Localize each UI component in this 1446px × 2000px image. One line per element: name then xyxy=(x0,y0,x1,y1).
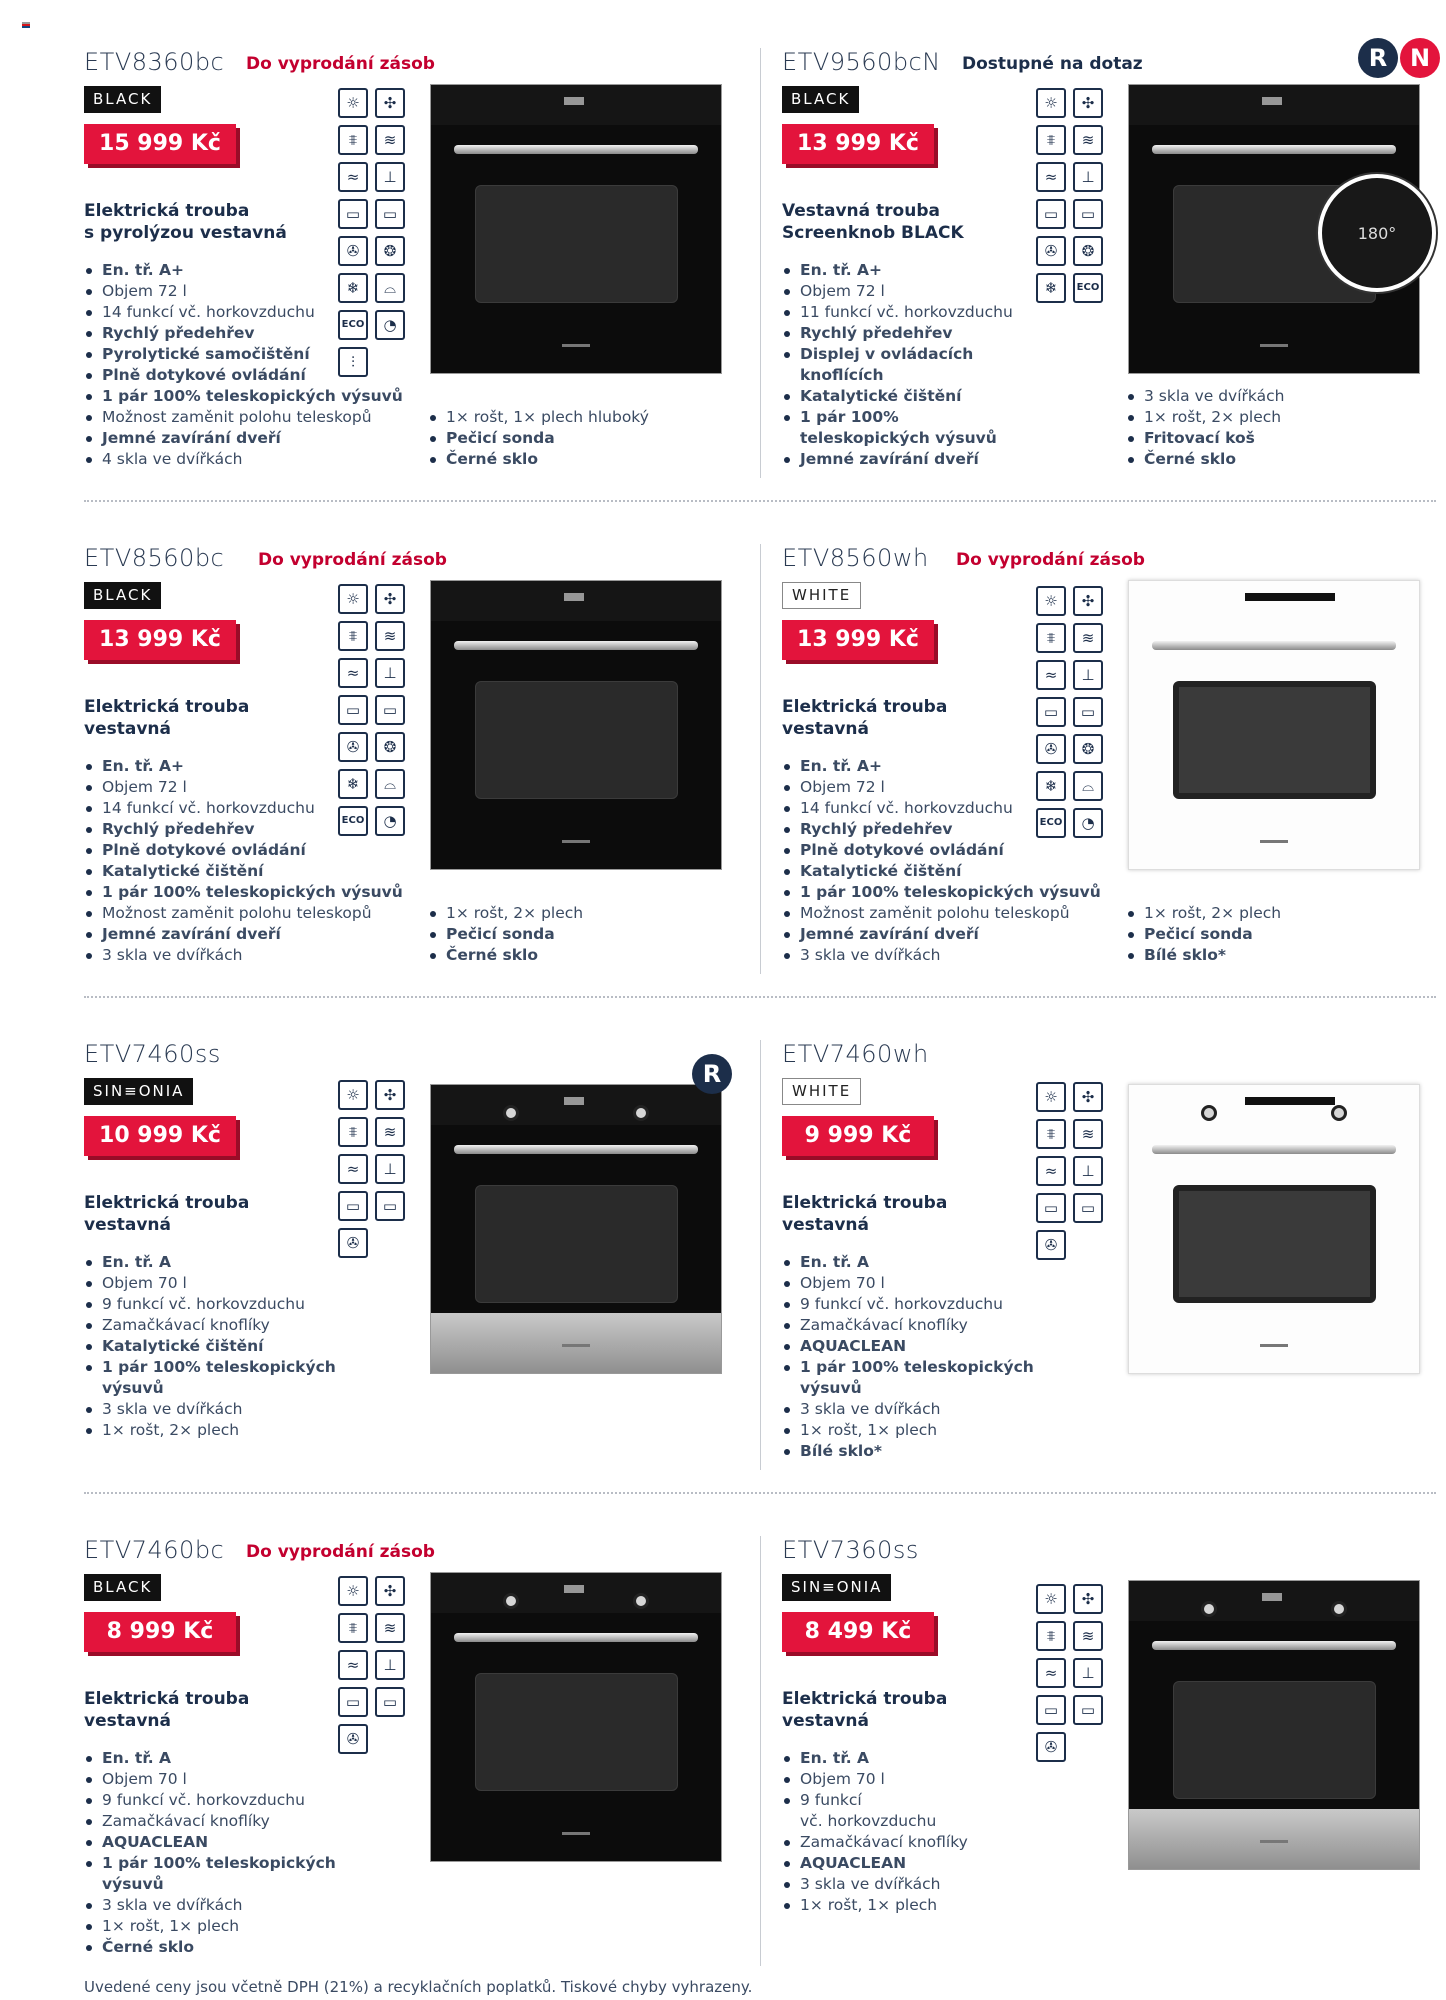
feature-item: AQUACLEAN xyxy=(84,1832,336,1853)
product-title xyxy=(84,200,287,244)
fan-icon: ✣ xyxy=(375,1576,405,1606)
price-tag: 13 999 Kč xyxy=(782,620,934,660)
fan-icon: ✣ xyxy=(1073,1584,1103,1614)
display-zoom-loupe: 180° xyxy=(1318,174,1436,292)
product-card xyxy=(84,544,724,1014)
product-title-line: Elektrická trouba xyxy=(782,1193,948,1213)
feature-item: 1 pár 100% teleskopických výsuvů xyxy=(84,882,403,903)
top-heat-icon: ≈ xyxy=(1036,1156,1066,1186)
row-separator xyxy=(84,1492,1436,1494)
product-title-line: Elektrická trouba xyxy=(84,1689,250,1709)
eco-icon: ECO xyxy=(338,806,368,836)
feature-item: Zamačkávací knoflíky xyxy=(782,1315,1034,1336)
light-icon: ☼ xyxy=(338,1576,368,1606)
grill-fan-icon: ⩨ xyxy=(338,1613,368,1643)
feature-item: 14 funkcí vč. horkovzduchu xyxy=(84,302,403,323)
accessory-list xyxy=(428,407,649,470)
product-title xyxy=(84,1192,249,1236)
feature-item: Katalytické čištění xyxy=(782,861,1101,882)
feature-item: 14 funkcí vč. horkovzduchu xyxy=(84,798,403,819)
feature-item: Objem 70 l xyxy=(84,1769,336,1790)
fan-bottom-icon: ⊥ xyxy=(1073,162,1103,192)
fan-icon: ✣ xyxy=(375,1080,405,1110)
feature-item: En. tř. A xyxy=(84,1748,336,1769)
feature-item: 1 pár 100% teleskopických výsuvů xyxy=(84,386,403,407)
defrost-icon: ❄ xyxy=(338,769,368,799)
pizza-icon: ◔ xyxy=(1073,808,1103,838)
feature-item: Plně dotykové ovládání xyxy=(782,840,1101,861)
feature-item: 3 skla ve dvířkách xyxy=(782,1874,968,1895)
feature-list xyxy=(84,1252,336,1441)
top-heat-icon: ≈ xyxy=(338,1154,368,1184)
color-badge: WHITE xyxy=(782,582,861,609)
recommended-badge-icon: R xyxy=(692,1054,732,1094)
color-badge: WHITE xyxy=(782,1078,861,1105)
accessory-item: Fritovací koš xyxy=(1126,428,1284,449)
product-card xyxy=(84,48,724,518)
eco-icon: ECO xyxy=(1073,273,1103,303)
fan-bottom-icon: ⊥ xyxy=(1073,660,1103,690)
fan-circle-icon: ✇ xyxy=(1036,236,1066,266)
fan-icon: ✣ xyxy=(375,584,405,614)
feature-item: En. tř. A xyxy=(782,1252,1034,1273)
feature-item: Plně dotykové ovládání xyxy=(84,365,403,386)
function-icons xyxy=(1036,1082,1103,1260)
fan-ring-icon: ❂ xyxy=(1073,734,1103,764)
price-tag: 10 999 Kč xyxy=(84,1116,236,1156)
feature-item: Možnost zaměnit polohu teleskopů xyxy=(84,407,403,428)
feature-item: Objem 72 l xyxy=(84,777,403,798)
column-divider xyxy=(760,48,761,478)
grill-fan-icon: ⩨ xyxy=(338,621,368,651)
bottom-heat-icon: ▭ xyxy=(1036,199,1066,229)
dish-icon: ⌓ xyxy=(375,273,405,303)
feature-item: 14 funkcí vč. horkovzduchu xyxy=(782,798,1101,819)
top-bottom-icon: ▭ xyxy=(375,199,405,229)
feature-item: Zamačkávací knoflíky xyxy=(84,1811,336,1832)
feature-list xyxy=(782,1252,1034,1462)
fan-icon: ✣ xyxy=(375,88,405,118)
accessory-item: Černé sklo xyxy=(428,449,649,470)
top-bottom-icon: ▭ xyxy=(375,1687,405,1717)
top-bottom-icon: ▭ xyxy=(1073,1695,1103,1725)
bottom-heat-icon: ▭ xyxy=(338,695,368,725)
price-tag: 13 999 Kč xyxy=(84,620,236,660)
feature-item: teleskopických výsuvů xyxy=(800,429,997,447)
feature-item: 9 funkcí vč. horkovzduchu xyxy=(782,1294,1034,1315)
dish-icon: ⌓ xyxy=(1073,771,1103,801)
product-model: ETV9560bcN xyxy=(782,48,941,76)
product-card xyxy=(782,44,1431,518)
fan-icon: ✣ xyxy=(1073,88,1103,118)
feature-item: Černé sklo xyxy=(84,1937,336,1958)
feature-item: Pyrolytické samočištění xyxy=(84,344,403,365)
fan-ring-icon: ❂ xyxy=(375,236,405,266)
feature-item: 9 funkcí xyxy=(782,1790,968,1811)
feature-item: En. tř. A+ xyxy=(782,756,1101,777)
fan-bottom-icon: ⊥ xyxy=(1073,1156,1103,1186)
feature-item: Katalytické čištění xyxy=(84,861,403,882)
grill-icon: ≋ xyxy=(1073,1119,1103,1149)
product-title xyxy=(782,200,964,244)
top-bottom-icon: ▭ xyxy=(1073,1193,1103,1223)
product-title-line: vestavná xyxy=(782,719,869,739)
fan-bottom-icon: ⊥ xyxy=(1073,1658,1103,1688)
feature-item: Jemné zavírání dveří xyxy=(84,428,403,449)
product-title-line: vestavná xyxy=(84,1215,171,1235)
function-icons xyxy=(338,1080,405,1258)
defrost-icon: ❄ xyxy=(338,273,368,303)
feature-item: Katalytické čištění xyxy=(84,1336,336,1357)
product-model: ETV7460bc xyxy=(84,1536,225,1564)
product-title xyxy=(782,1688,947,1732)
fan-bottom-icon: ⊥ xyxy=(375,658,405,688)
product-model: ETV7360ss xyxy=(782,1536,919,1564)
feature-item: Rychlý předehřev xyxy=(84,819,403,840)
new-badge-icon: N xyxy=(1400,38,1440,78)
top-bottom-icon: ▭ xyxy=(1073,697,1103,727)
feature-item: En. tř. A xyxy=(782,1748,968,1769)
price-tag: 9 999 Kč xyxy=(782,1116,934,1156)
product-model: ETV8360bc xyxy=(84,48,225,76)
feature-item: 4 skla ve dvířkách xyxy=(84,449,403,470)
feature-item: výsuvů xyxy=(102,1379,164,1397)
eco-icon: ECO xyxy=(1036,808,1066,838)
price-tag: 15 999 Kč xyxy=(84,124,236,164)
grill-icon: ≋ xyxy=(375,1613,405,1643)
feature-item: Rychlý předehřev xyxy=(84,323,403,344)
grill-icon: ≋ xyxy=(1073,623,1103,653)
feature-item: 3 skla ve dvířkách xyxy=(84,945,403,966)
product-model: ETV8560bc xyxy=(84,544,225,572)
fan-bottom-icon: ⊥ xyxy=(375,162,405,192)
accessory-item: 3 skla ve dvířkách xyxy=(1126,386,1284,407)
feature-item: AQUACLEAN xyxy=(782,1853,968,1874)
grill-icon: ≋ xyxy=(375,621,405,651)
fan-ring-icon: ❂ xyxy=(375,732,405,762)
fan-circle-icon: ✇ xyxy=(1036,734,1066,764)
feature-item: Displej v ovládacích xyxy=(782,344,1013,365)
product-title-line: Elektrická trouba xyxy=(84,1193,250,1213)
function-icons xyxy=(338,584,405,836)
bottom-heat-icon: ▭ xyxy=(338,1191,368,1221)
top-bottom-icon: ▭ xyxy=(375,695,405,725)
feature-item: Objem 70 l xyxy=(84,1273,336,1294)
light-icon: ☼ xyxy=(338,1080,368,1110)
product-card xyxy=(782,1536,1422,2000)
feature-item: Katalytické čištění xyxy=(782,386,1013,407)
accessory-item: Pečicí sonda xyxy=(428,428,649,449)
product-title-line: Elektrická trouba xyxy=(782,697,948,717)
feature-item: Rychlý předehřev xyxy=(782,819,1101,840)
availability-status: Do vyprodání zásob xyxy=(956,550,1145,570)
product-title-line: s pyrolýzou vestavná xyxy=(84,223,287,243)
feature-item: Možnost zaměnit polohu teleskopů xyxy=(782,903,1101,924)
accessory-item: Bílé sklo* xyxy=(1126,945,1281,966)
grill-fan-icon: ⩨ xyxy=(338,1117,368,1147)
feature-item: výsuvů xyxy=(800,1379,862,1397)
product-title xyxy=(782,696,947,740)
price-tag: 13 999 Kč xyxy=(782,124,934,164)
feature-item: 3 skla ve dvířkách xyxy=(782,1399,1034,1420)
column-divider xyxy=(760,544,761,974)
feature-item: En. tř. A+ xyxy=(84,756,403,777)
oven-image xyxy=(1128,1084,1420,1374)
function-icons xyxy=(338,1576,405,1754)
light-icon: ☼ xyxy=(338,584,368,614)
product-title-line: vestavná xyxy=(84,1711,171,1731)
feature-item: AQUACLEAN xyxy=(782,1336,1034,1357)
feature-item: 11 funkcí vč. horkovzduchu xyxy=(782,302,1013,323)
feature-item: En. tř. A xyxy=(84,1252,336,1273)
oven-image xyxy=(430,84,722,374)
feature-item: 1 pár 100% xyxy=(782,407,1013,428)
column-divider xyxy=(760,1040,761,1470)
feature-item: vč. horkovzduchu xyxy=(800,1812,937,1830)
color-badge: BLACK xyxy=(84,1574,161,1601)
accessory-item: 1× rošt, 2× plech xyxy=(1126,903,1281,924)
fan-circle-icon: ✇ xyxy=(338,1228,368,1258)
column-divider xyxy=(760,1536,761,1966)
feature-item: Zamačkávací knoflíky xyxy=(84,1315,336,1336)
function-icons xyxy=(338,88,405,377)
fan-circle-icon: ✇ xyxy=(1036,1230,1066,1260)
eco-icon: ECO xyxy=(338,310,368,340)
feature-item: En. tř. A+ xyxy=(84,260,403,281)
product-card xyxy=(782,1040,1422,1510)
feature-item: Jemné zavírání dveří xyxy=(782,449,1013,470)
accessory-list xyxy=(428,903,583,966)
top-heat-icon: ≈ xyxy=(338,162,368,192)
feature-item: Jemné zavírání dveří xyxy=(84,924,403,945)
product-title-line: Vestavná trouba xyxy=(782,201,940,221)
grill-icon: ≋ xyxy=(1073,125,1103,155)
light-icon: ☼ xyxy=(1036,88,1066,118)
top-bottom-icon: ▭ xyxy=(1073,199,1103,229)
price-footnote: Uvedené ceny jsou včetně DPH (21%) a recyklačních poplatků. Tiskové chyby vyhrazeny. xyxy=(84,1978,753,1996)
oven-image xyxy=(430,1084,722,1374)
feature-item: Bílé sklo* xyxy=(782,1441,1034,1462)
feature-item: 1× rošt, 2× plech xyxy=(84,1420,336,1441)
product-title-line: vestavná xyxy=(782,1215,869,1235)
product-title-line: Elektrická trouba xyxy=(84,201,250,221)
light-icon: ☼ xyxy=(338,88,368,118)
grill-fan-icon: ⩨ xyxy=(1036,125,1066,155)
fan-icon: ✣ xyxy=(1073,1082,1103,1112)
grill-fan-icon: ⩨ xyxy=(1036,1119,1066,1149)
bottom-heat-icon: ▭ xyxy=(1036,1193,1066,1223)
function-icons xyxy=(1036,586,1103,838)
grill-fan-icon: ⩨ xyxy=(1036,1621,1066,1651)
accessory-item: 1× rošt, 2× plech xyxy=(1126,407,1284,428)
feature-item: 3 skla ve dvířkách xyxy=(782,945,1101,966)
product-card xyxy=(782,544,1422,1014)
grill-icon: ≋ xyxy=(375,1117,405,1147)
top-heat-icon: ≈ xyxy=(1036,1658,1066,1688)
accessory-list xyxy=(1126,903,1281,966)
feature-list xyxy=(782,1748,968,1916)
feature-item: Objem 70 l xyxy=(782,1273,1034,1294)
fan-icon: ✣ xyxy=(1073,586,1103,616)
pizza-icon: ◔ xyxy=(375,310,405,340)
top-heat-icon: ≈ xyxy=(1036,162,1066,192)
feature-item: 9 funkcí vč. horkovzduchu xyxy=(84,1790,336,1811)
feature-list xyxy=(84,1748,336,1958)
accessory-item: Pečicí sonda xyxy=(428,924,583,945)
product-card xyxy=(84,1536,724,2000)
grill-fan-icon: ⩨ xyxy=(338,125,368,155)
product-title xyxy=(782,1192,947,1236)
accessory-item: Černé sklo xyxy=(428,945,583,966)
bottom-heat-icon: ▭ xyxy=(1036,697,1066,727)
accessory-item: Pečicí sonda xyxy=(1126,924,1281,945)
color-badge: BLACK xyxy=(84,86,161,113)
fan-circle-icon: ✇ xyxy=(338,732,368,762)
feature-item: Plně dotykové ovládání xyxy=(84,840,403,861)
top-heat-icon: ≈ xyxy=(1036,660,1066,690)
color-badge: SIN≡ONIA xyxy=(782,1574,891,1601)
feature-item: Objem 72 l xyxy=(84,281,403,302)
product-title xyxy=(84,696,249,740)
row-separator xyxy=(84,500,1436,502)
light-icon: ☼ xyxy=(1036,1584,1066,1614)
color-badge: BLACK xyxy=(782,86,859,113)
feature-item: 1× rošt, 1× plech xyxy=(84,1916,336,1937)
feature-list xyxy=(782,260,1013,470)
language-flag-icon xyxy=(22,22,30,28)
light-icon: ☼ xyxy=(1036,1082,1066,1112)
fan-circle-icon: ✇ xyxy=(338,1724,368,1754)
feature-item: Objem 70 l xyxy=(782,1769,968,1790)
availability-status: Do vyprodání zásob xyxy=(246,54,435,74)
feature-item: 1 pár 100% teleskopických xyxy=(84,1357,336,1378)
product-title xyxy=(84,1688,249,1732)
feature-item: knoflících xyxy=(800,366,884,384)
feature-item: Rychlý předehřev xyxy=(782,323,1013,344)
feature-item: 1 pár 100% teleskopických xyxy=(84,1853,336,1874)
function-icons xyxy=(1036,1584,1103,1762)
feature-item: 1× rošt, 1× plech xyxy=(782,1420,1034,1441)
bottom-heat-icon: ▭ xyxy=(338,1687,368,1717)
product-model: ETV7460ss xyxy=(84,1040,221,1068)
oven-image xyxy=(430,580,722,870)
oven-image xyxy=(430,1572,722,1862)
price-tag: 8 499 Kč xyxy=(782,1612,934,1652)
defrost-icon: ❄ xyxy=(1036,771,1066,801)
color-badge: SIN≡ONIA xyxy=(84,1078,193,1105)
grill-icon: ≋ xyxy=(375,125,405,155)
function-icons xyxy=(1036,88,1103,303)
fan-bottom-icon: ⊥ xyxy=(375,1154,405,1184)
fan-circle-icon: ✇ xyxy=(338,236,368,266)
availability-status: Do vyprodání zásob xyxy=(246,1542,435,1562)
bottom-heat-icon: ▭ xyxy=(1036,1695,1066,1725)
oven-image xyxy=(1128,1580,1420,1870)
bottom-heat-icon: ▭ xyxy=(338,199,368,229)
accessory-item: 1× rošt, 2× plech xyxy=(428,903,583,924)
feature-item: Zamačkávací knoflíky xyxy=(782,1832,968,1853)
top-bottom-icon: ▭ xyxy=(375,1191,405,1221)
feature-item: Objem 72 l xyxy=(782,281,1013,302)
probe-icon: ⫶ xyxy=(338,347,368,377)
top-heat-icon: ≈ xyxy=(338,1650,368,1680)
defrost-icon: ❄ xyxy=(1036,273,1066,303)
feature-item: En. tř. A+ xyxy=(782,260,1013,281)
fan-bottom-icon: ⊥ xyxy=(375,1650,405,1680)
top-heat-icon: ≈ xyxy=(338,658,368,688)
light-icon: ☼ xyxy=(1036,586,1066,616)
feature-item: 3 skla ve dvířkách xyxy=(84,1399,336,1420)
accessory-list xyxy=(1126,386,1284,470)
product-title-line: Elektrická trouba xyxy=(782,1689,948,1709)
feature-item: Jemné zavírání dveří xyxy=(782,924,1101,945)
availability-status: Dostupné na dotaz xyxy=(962,54,1143,74)
dish-icon: ⌓ xyxy=(375,769,405,799)
feature-item: 1 pár 100% teleskopických xyxy=(782,1357,1034,1378)
product-card xyxy=(84,1040,724,1510)
grill-icon: ≋ xyxy=(1073,1621,1103,1651)
product-title-line: vestavná xyxy=(782,1711,869,1731)
product-model: ETV8560wh xyxy=(782,544,929,572)
recommended-badge-icon: R xyxy=(1358,38,1398,78)
accessory-item: 1× rošt, 1× plech hluboký xyxy=(428,407,649,428)
feature-item: výsuvů xyxy=(102,1875,164,1893)
accessory-item: Černé sklo xyxy=(1126,449,1284,470)
grill-fan-icon: ⩨ xyxy=(1036,623,1066,653)
feature-item: Objem 72 l xyxy=(782,777,1101,798)
availability-status: Do vyprodání zásob xyxy=(258,550,447,570)
product-title-line: Elektrická trouba xyxy=(84,697,250,717)
fan-ring-icon: ❂ xyxy=(1073,236,1103,266)
product-title-line: vestavná xyxy=(84,719,171,739)
feature-item: 9 funkcí vč. horkovzduchu xyxy=(84,1294,336,1315)
fan-circle-icon: ✇ xyxy=(1036,1732,1066,1762)
feature-item: 1 pár 100% teleskopických výsuvů xyxy=(782,882,1101,903)
product-model: ETV7460wh xyxy=(782,1040,929,1068)
price-tag: 8 999 Kč xyxy=(84,1612,236,1652)
feature-item: 1× rošt, 1× plech xyxy=(782,1895,968,1916)
pizza-icon: ◔ xyxy=(375,806,405,836)
feature-item: 3 skla ve dvířkách xyxy=(84,1895,336,1916)
product-title-line: Screenknob BLACK xyxy=(782,223,964,243)
row-separator xyxy=(84,996,1436,998)
feature-item: Možnost zaměnit polohu teleskopů xyxy=(84,903,403,924)
oven-image xyxy=(1128,580,1420,870)
color-badge: BLACK xyxy=(84,582,161,609)
